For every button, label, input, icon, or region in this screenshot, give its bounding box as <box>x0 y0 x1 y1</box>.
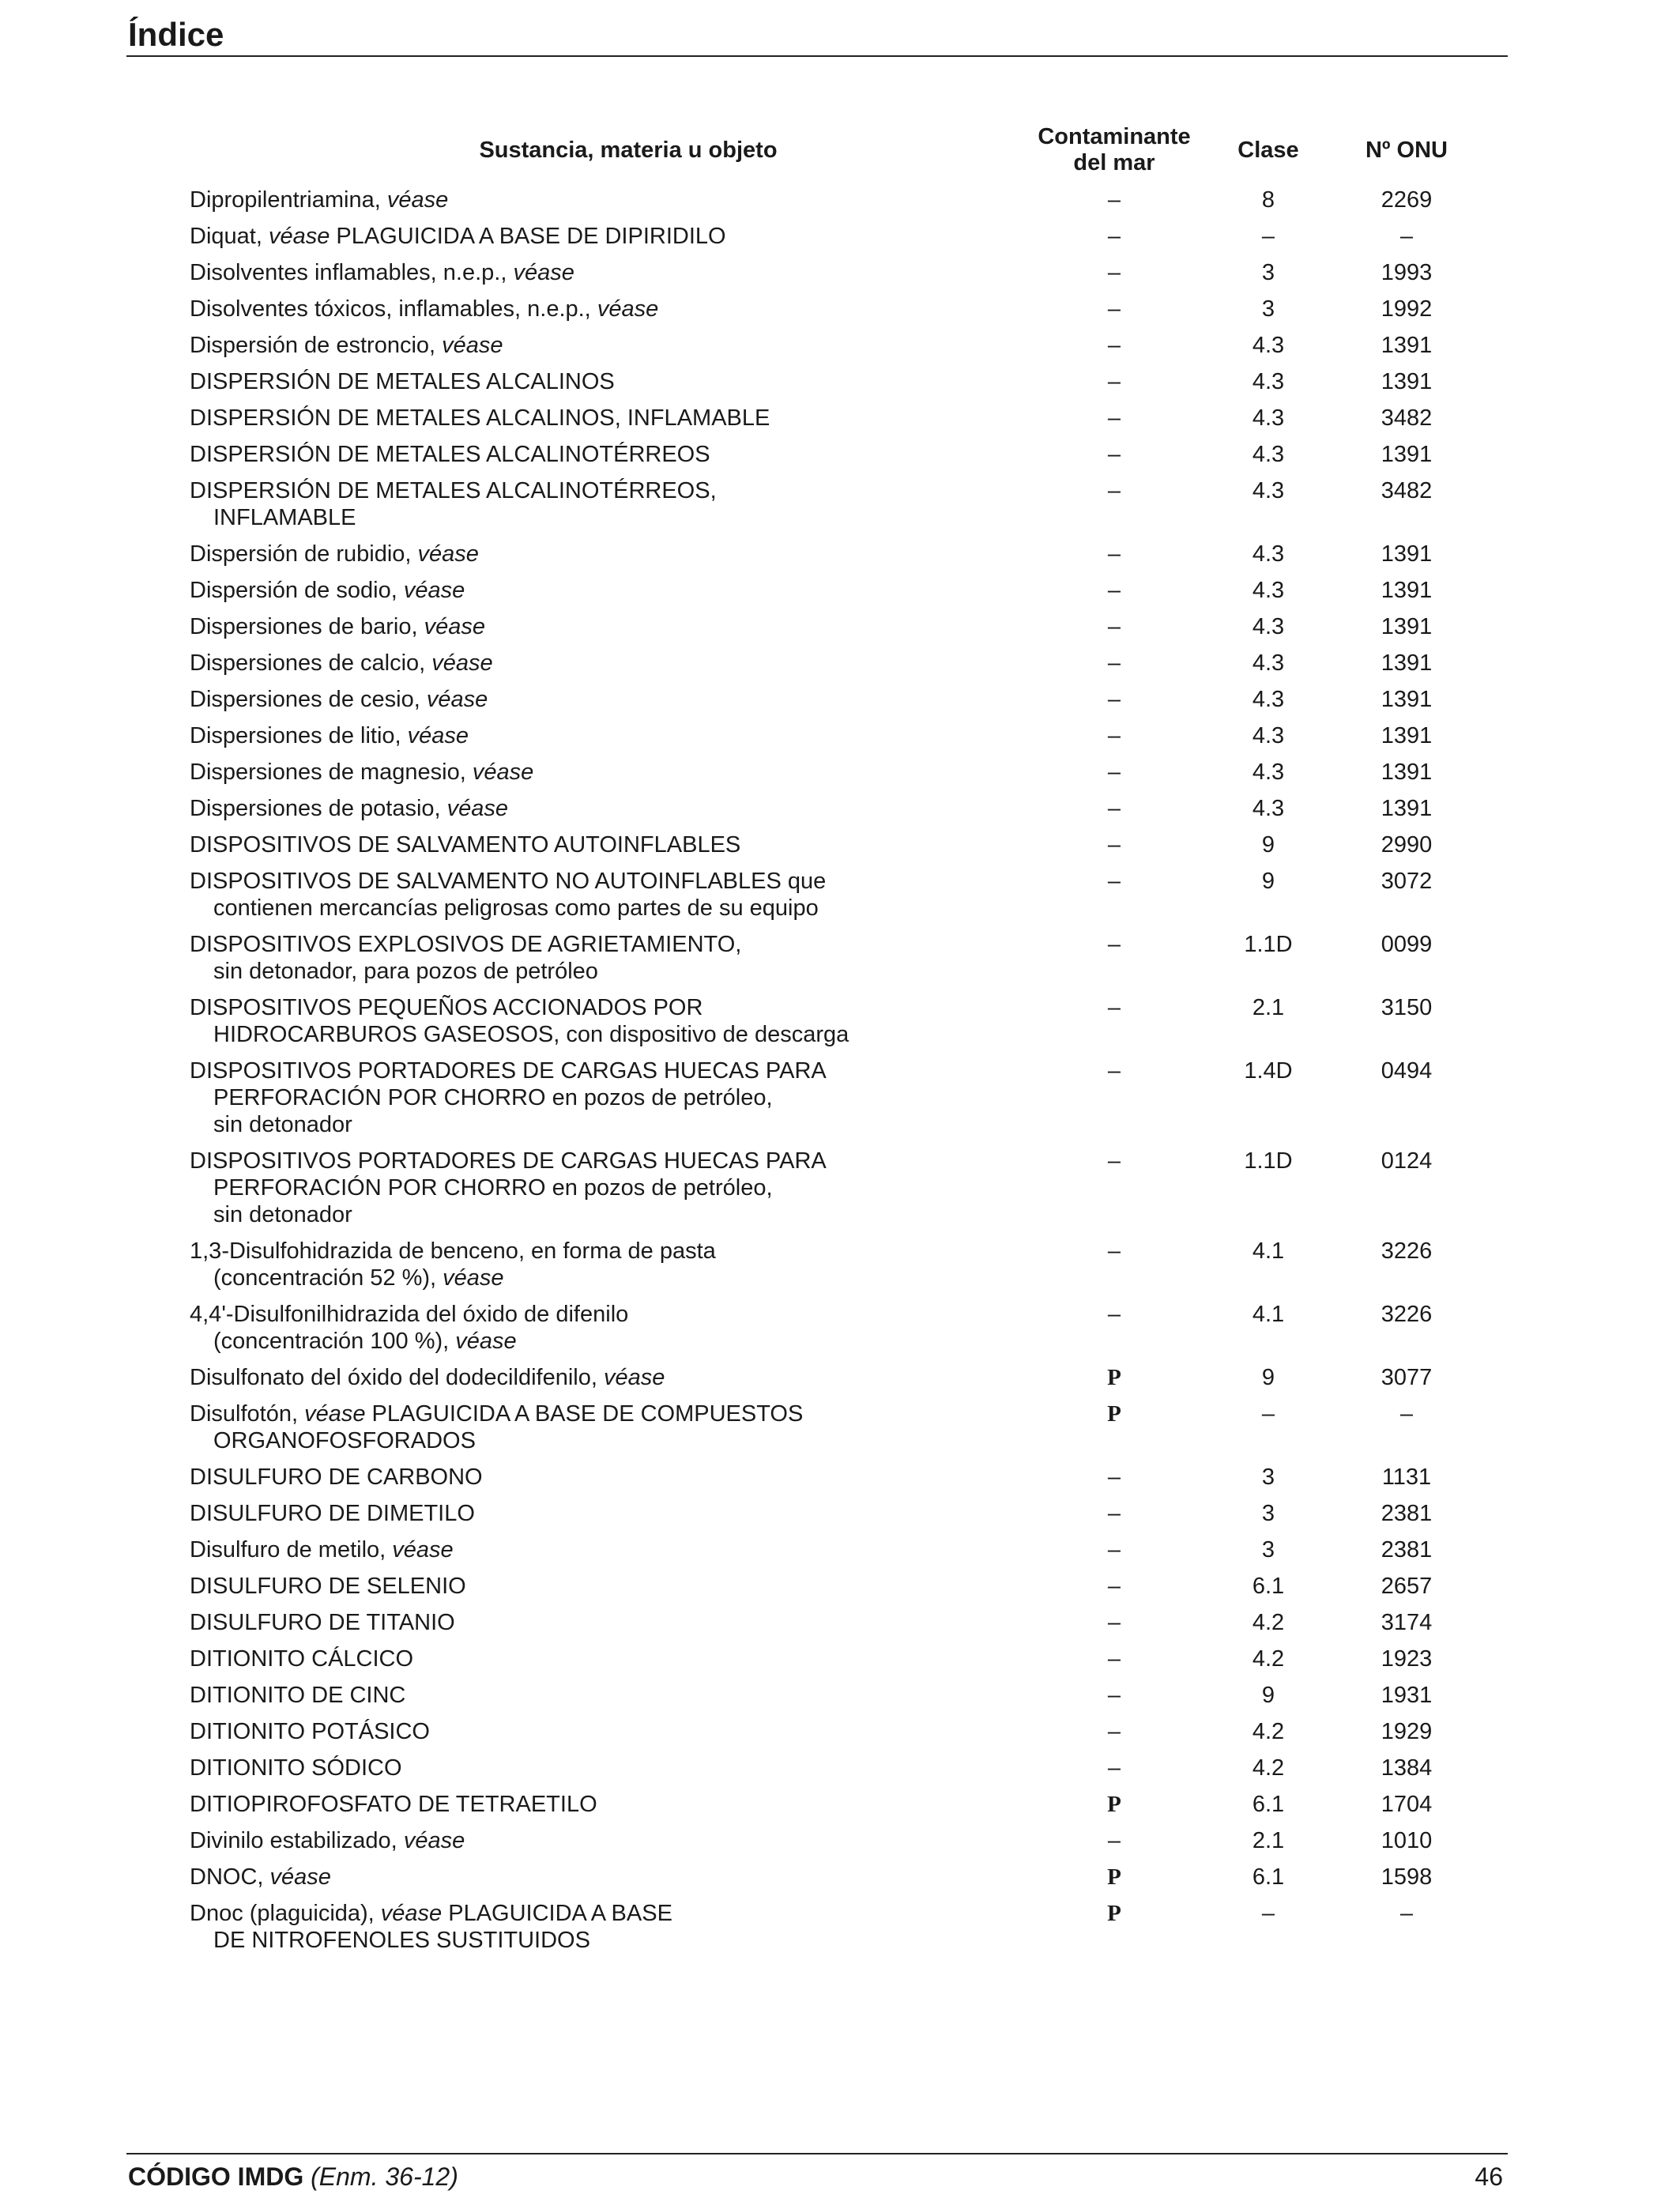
marine-pollutant-cell: – <box>1107 687 1121 712</box>
marine-pollutant-cell: – <box>1107 1610 1121 1635</box>
un-number-cell: 1923 <box>1381 1646 1433 1672</box>
name-text: DISPOSITIVOS PORTADORES DE CARGAS HUECAS PARA <box>190 1148 827 1174</box>
substance-name <box>190 1646 1035 1672</box>
marine-pollutant-cell: – <box>1107 1683 1121 1708</box>
class-cell: 2.1 <box>1252 995 1285 1020</box>
marine-pollutant-cell: – <box>1107 260 1121 285</box>
class-cell: 4.3 <box>1252 369 1285 394</box>
class-cell: 9 <box>1261 1683 1275 1708</box>
substance-name <box>190 795 1035 822</box>
name-text: Dipropilentriamina, <box>190 187 387 213</box>
marine-pollutant-cell: – <box>1107 650 1121 676</box>
un-number-cell: – <box>1399 1901 1414 1926</box>
table-row <box>190 681 1470 718</box>
substance-name <box>190 1148 1035 1228</box>
table-header <box>190 119 1470 182</box>
name-text: Dispersiones de cesio, <box>190 687 427 712</box>
substance-name <box>190 931 1035 985</box>
table-row <box>190 754 1470 790</box>
class-cell: 4.3 <box>1252 578 1285 603</box>
name-text: Dispersiones de potasio, <box>190 796 447 821</box>
see-reference: véase <box>455 1329 517 1354</box>
name-text: PLAGUICIDA A BASE <box>442 1901 672 1926</box>
name-text: Dispersiones de bario, <box>190 614 424 639</box>
un-number-cell: 1931 <box>1381 1683 1433 1708</box>
substance-name <box>190 1400 1035 1454</box>
un-number-cell: 1384 <box>1381 1755 1433 1781</box>
header-marine-line2: del mar <box>1073 150 1155 175</box>
un-number-cell: 1929 <box>1381 1719 1433 1744</box>
footer-rule <box>126 2153 1508 2154</box>
un-number-cell: 3226 <box>1381 1302 1433 1327</box>
un-number-cell: 2657 <box>1381 1574 1433 1599</box>
name-text: Disolventes tóxicos, inflamables, n.e.p., <box>190 296 597 322</box>
marine-pollutant-cell: – <box>1107 1574 1121 1599</box>
un-number-cell: 1598 <box>1381 1864 1433 1890</box>
footer-code <box>128 2161 458 2192</box>
table-row <box>190 1233 1470 1296</box>
name-text: ORGANOFOSFORADOS <box>213 1428 476 1453</box>
table-row <box>190 291 1470 327</box>
marine-pollutant-cell: – <box>1107 614 1121 639</box>
table-row <box>190 1568 1470 1604</box>
substance-name <box>190 405 1035 432</box>
header-marine-line1: Contaminante <box>1038 124 1191 149</box>
class-cell: 9 <box>1261 832 1275 858</box>
substance-name <box>190 1464 1035 1491</box>
name-text: Disulfonato del óxido del dodecildifenilo, <box>190 1365 604 1390</box>
substance-name <box>190 1827 1035 1854</box>
name-text: contienen mercancías peligrosas como partes de su equipo <box>213 895 819 921</box>
table-row <box>190 436 1470 473</box>
name-text: DITIONITO DE CINC <box>190 1683 406 1708</box>
substance-name <box>190 577 1035 604</box>
class-cell: 4.3 <box>1252 760 1285 785</box>
marine-pollutant-cell: – <box>1107 1302 1121 1327</box>
name-text: DE NITROFENOLES SUSTITUIDOS <box>213 1928 590 1953</box>
substance-name <box>190 759 1035 786</box>
table-row <box>190 1677 1470 1713</box>
name-text: Dispersiones de litio, <box>190 723 408 748</box>
footer-amendment: (Enm. 36-12) <box>311 2162 458 2191</box>
see-reference: véase <box>446 796 509 821</box>
class-cell: 3 <box>1261 1465 1275 1490</box>
marine-pollutant-cell: – <box>1107 723 1121 748</box>
class-cell: 3 <box>1261 1501 1275 1526</box>
marine-pollutant-cell: – <box>1107 1058 1121 1084</box>
marine-pollutant-cell: – <box>1107 333 1121 358</box>
substance-name <box>190 1718 1035 1745</box>
substance-name <box>190 1900 1035 1954</box>
substance-name <box>190 1057 1035 1138</box>
un-number-cell: 3150 <box>1381 995 1433 1020</box>
un-number-cell: 1391 <box>1381 796 1433 821</box>
class-cell: 8 <box>1261 187 1275 213</box>
un-number-cell: 1993 <box>1381 260 1433 285</box>
name-text: Dispersiones de calcio, <box>190 650 432 676</box>
substance-name <box>190 1755 1035 1781</box>
header-un-number: Nº ONU <box>1365 137 1448 163</box>
table-row <box>190 1823 1470 1859</box>
name-text: DITIONITO CÁLCICO <box>190 1646 414 1672</box>
name-text: PLAGUICIDA A BASE DE DIPIRIDILO <box>330 224 726 249</box>
see-reference: véase <box>424 614 485 639</box>
un-number-cell: 3482 <box>1381 478 1433 503</box>
name-text: DNOC, <box>190 1864 270 1890</box>
substance-name <box>190 1364 1035 1391</box>
un-number-cell: 1391 <box>1381 614 1433 639</box>
class-cell: 1.4D <box>1244 1058 1293 1084</box>
substance-name <box>190 332 1035 359</box>
un-number-cell: 1391 <box>1381 541 1433 567</box>
name-text: Dnoc (plaguicida), <box>190 1901 381 1926</box>
header-rule <box>126 55 1508 57</box>
substance-name <box>190 1791 1035 1818</box>
marine-pollutant-cell: – <box>1107 296 1121 322</box>
substance-name <box>190 1301 1035 1355</box>
see-reference: véase <box>603 1365 665 1390</box>
class-cell: 4.3 <box>1252 405 1285 431</box>
name-text: DISPOSITIVOS DE SALVAMENTO AUTOINFLABLES <box>190 832 741 858</box>
un-number-cell: 1391 <box>1381 760 1433 785</box>
un-number-cell: 1391 <box>1381 442 1433 467</box>
name-text: (concentración 100 %), <box>213 1329 456 1354</box>
class-cell: 4.3 <box>1252 478 1285 503</box>
substance-name <box>190 1682 1035 1709</box>
class-cell: 6.1 <box>1252 1574 1285 1599</box>
marine-pollutant-cell: – <box>1107 1828 1121 1853</box>
class-cell: 4.2 <box>1252 1646 1285 1672</box>
marine-pollutant-cell: P <box>1107 1365 1121 1390</box>
marine-pollutant-cell: – <box>1107 760 1121 785</box>
class-cell: 4.3 <box>1252 442 1285 467</box>
name-text: (concentración 52 %), <box>213 1265 443 1291</box>
marine-pollutant-cell: – <box>1107 1719 1121 1744</box>
class-cell: 4.1 <box>1252 1238 1285 1264</box>
class-cell: 3 <box>1261 260 1275 285</box>
marine-pollutant-cell: P <box>1107 1901 1121 1926</box>
un-number-cell: 3226 <box>1381 1238 1433 1264</box>
see-reference: véase <box>386 187 449 213</box>
table-row <box>190 1713 1470 1750</box>
see-reference: véase <box>380 1901 443 1926</box>
name-text: DISULFURO DE DIMETILO <box>190 1501 475 1526</box>
table-row <box>190 1296 1470 1359</box>
name-text: 1,3-Disulfohidrazida de benceno, en forma de pasta <box>190 1238 716 1264</box>
substance-name <box>190 541 1035 567</box>
name-text: DISPERSIÓN DE METALES ALCALINOS <box>190 369 615 394</box>
marine-pollutant-cell: – <box>1107 1646 1121 1672</box>
table-row <box>190 827 1470 863</box>
see-reference: véase <box>417 541 479 567</box>
table-body <box>190 182 1470 1958</box>
class-cell: 6.1 <box>1252 1792 1285 1817</box>
page-number: 46 <box>1475 2162 1503 2191</box>
see-reference: véase <box>269 1864 331 1890</box>
class-cell: 1.1D <box>1244 1148 1293 1174</box>
name-text: DITIOPIROFOSFATO DE TETRAETILO <box>190 1792 597 1817</box>
table-row <box>190 364 1470 400</box>
see-reference: véase <box>403 578 465 603</box>
name-text: Disulfotón, <box>190 1401 305 1427</box>
class-cell: 2.1 <box>1252 1828 1285 1853</box>
table-row <box>190 327 1470 364</box>
name-text: DISPERSIÓN DE METALES ALCALINOTÉRREOS <box>190 442 710 467</box>
table-row <box>190 254 1470 291</box>
name-text: PLAGUICIDA A BASE DE COMPUESTOS <box>365 1401 804 1427</box>
un-number-cell: 2990 <box>1381 832 1433 858</box>
marine-pollutant-cell: – <box>1107 832 1121 858</box>
name-text: DISPERSIÓN DE METALES ALCALINOTÉRREOS, <box>190 478 717 503</box>
name-text: HIDROCARBUROS GASEOSOS, con dispositivo de descarga <box>213 1022 849 1047</box>
un-number-cell: – <box>1399 1401 1414 1427</box>
name-text: DITIONITO POTÁSICO <box>190 1719 430 1744</box>
see-reference: véase <box>513 260 574 285</box>
un-number-cell: 1704 <box>1381 1792 1433 1817</box>
class-cell: 9 <box>1261 1365 1275 1390</box>
table-row <box>190 1396 1470 1459</box>
table-row <box>190 1359 1470 1396</box>
header-class: Clase <box>1237 137 1299 163</box>
substance-name <box>190 831 1035 858</box>
marine-pollutant-cell: – <box>1107 541 1121 567</box>
name-text: DITIONITO SÓDICO <box>190 1755 402 1781</box>
table-row <box>190 990 1470 1053</box>
name-text: DISPOSITIVOS DE SALVAMENTO NO AUTOINFLABLES que <box>190 869 827 894</box>
class-cell: 4.3 <box>1252 614 1285 639</box>
name-text: DISPOSITIVOS EXPLOSIVOS DE AGRIETAMIENTO, <box>190 932 742 957</box>
table-row <box>190 609 1470 645</box>
see-reference: véase <box>407 723 469 748</box>
un-number-cell: 1391 <box>1381 333 1433 358</box>
class-cell: 6.1 <box>1252 1864 1285 1890</box>
un-number-cell: 0494 <box>1381 1058 1433 1084</box>
substance-name <box>190 296 1035 322</box>
name-text: Diquat, <box>190 224 269 249</box>
substance-name <box>190 1609 1035 1636</box>
name-text: PERFORACIÓN POR CHORRO en pozos de petróleo, <box>213 1085 773 1110</box>
un-number-cell: 1391 <box>1381 687 1433 712</box>
un-number-cell: 2269 <box>1381 187 1433 213</box>
table-row <box>190 645 1470 681</box>
substance-name <box>190 994 1035 1048</box>
substance-name <box>190 223 1035 250</box>
un-number-cell: 1992 <box>1381 296 1433 322</box>
class-cell: 4.2 <box>1252 1755 1285 1781</box>
see-reference: véase <box>268 224 330 249</box>
table-row <box>190 1143 1470 1233</box>
name-text: 4,4'-Disulfonilhidrazida del óxido de difenilo <box>190 1302 629 1327</box>
marine-pollutant-cell: P <box>1107 1864 1121 1890</box>
substance-name <box>190 686 1035 713</box>
un-number-cell: 3174 <box>1381 1610 1433 1635</box>
marine-pollutant-cell: – <box>1107 442 1121 467</box>
see-reference: véase <box>392 1537 454 1563</box>
marine-pollutant-cell: – <box>1107 478 1121 503</box>
header-substance: Sustancia, materia u objeto <box>479 137 778 163</box>
index-table <box>190 119 1470 1958</box>
marine-pollutant-cell: – <box>1107 1238 1121 1264</box>
see-reference: véase <box>426 687 488 712</box>
page-title: Índice <box>128 16 224 53</box>
substance-name <box>190 1238 1035 1291</box>
name-text: DISULFURO DE CARBONO <box>190 1465 483 1490</box>
un-number-cell: 1391 <box>1381 650 1433 676</box>
table-row <box>190 218 1470 254</box>
header-marine-pollutant <box>1035 124 1193 176</box>
marine-pollutant-cell: – <box>1107 578 1121 603</box>
table-row <box>190 1459 1470 1495</box>
see-reference: véase <box>472 760 534 785</box>
class-cell: 4.3 <box>1252 687 1285 712</box>
un-number-cell: 2381 <box>1381 1537 1433 1563</box>
substance-name <box>190 613 1035 640</box>
name-text: DISPOSITIVOS PEQUEÑOS ACCIONADOS POR <box>190 995 703 1020</box>
un-number-cell: 2381 <box>1381 1501 1433 1526</box>
class-cell: 4.1 <box>1252 1302 1285 1327</box>
substance-name <box>190 1536 1035 1563</box>
class-cell: 4.3 <box>1252 723 1285 748</box>
see-reference: véase <box>443 1265 504 1291</box>
name-text: DISPERSIÓN DE METALES ALCALINOS, INFLAMABLE <box>190 405 770 431</box>
substance-name <box>190 368 1035 395</box>
name-text: DISULFURO DE SELENIO <box>190 1574 466 1599</box>
marine-pollutant-cell: – <box>1107 187 1121 213</box>
substance-name <box>190 722 1035 749</box>
un-number-cell: 1391 <box>1381 369 1433 394</box>
name-text: INFLAMABLE <box>213 505 356 530</box>
table-row <box>190 1859 1470 1895</box>
marine-pollutant-cell: – <box>1107 405 1121 431</box>
marine-pollutant-cell: – <box>1107 1465 1121 1490</box>
marine-pollutant-cell: – <box>1107 995 1121 1020</box>
un-number-cell: – <box>1399 224 1414 249</box>
see-reference: véase <box>431 650 493 676</box>
table-row <box>190 863 1470 926</box>
class-cell: – <box>1261 1401 1275 1427</box>
table-row <box>190 473 1470 536</box>
class-cell: 3 <box>1261 296 1275 322</box>
marine-pollutant-cell: P <box>1107 1401 1121 1427</box>
class-cell: 1.1D <box>1244 932 1293 957</box>
table-row <box>190 1786 1470 1823</box>
name-text: Dispersión de estroncio, <box>190 333 443 358</box>
substance-name <box>190 650 1035 677</box>
class-cell: 4.3 <box>1252 796 1285 821</box>
name-text: Disulfuro de metilo, <box>190 1537 393 1563</box>
un-number-cell: 0099 <box>1381 932 1433 957</box>
table-row <box>190 1532 1470 1568</box>
name-text: Dispersión de sodio, <box>190 578 404 603</box>
substance-name <box>190 187 1035 213</box>
substance-name <box>190 441 1035 468</box>
table-row <box>190 182 1470 218</box>
name-text: sin detonador, para pozos de petróleo <box>213 959 598 984</box>
table-row <box>190 572 1470 609</box>
marine-pollutant-cell: – <box>1107 796 1121 821</box>
table-row <box>190 1604 1470 1641</box>
class-cell: – <box>1261 224 1275 249</box>
name-text: DISULFURO DE TITANIO <box>190 1610 455 1635</box>
substance-name <box>190 1500 1035 1527</box>
marine-pollutant-cell: – <box>1107 932 1121 957</box>
marine-pollutant-cell: – <box>1107 1501 1121 1526</box>
class-cell: 4.2 <box>1252 1719 1285 1744</box>
un-number-cell: 3482 <box>1381 405 1433 431</box>
see-reference: véase <box>597 296 659 322</box>
un-number-cell: 1010 <box>1381 1828 1433 1853</box>
see-reference: véase <box>403 1828 465 1853</box>
marine-pollutant-cell: – <box>1107 1148 1121 1174</box>
name-text: DISPOSITIVOS PORTADORES DE CARGAS HUECAS PARA <box>190 1058 827 1084</box>
class-cell: – <box>1261 1901 1275 1926</box>
table-row <box>190 926 1470 990</box>
class-cell: 4.3 <box>1252 541 1285 567</box>
marine-pollutant-cell: – <box>1107 1537 1121 1563</box>
table-row <box>190 1641 1470 1677</box>
name-text: sin detonador <box>213 1202 352 1227</box>
marine-pollutant-cell: – <box>1107 1755 1121 1781</box>
table-row <box>190 1750 1470 1786</box>
substance-name <box>190 868 1035 922</box>
table-row <box>190 1053 1470 1143</box>
substance-name <box>190 477 1035 531</box>
un-number-cell: 1391 <box>1381 723 1433 748</box>
class-cell: 3 <box>1261 1537 1275 1563</box>
class-cell: 4.3 <box>1252 650 1285 676</box>
class-cell: 9 <box>1261 869 1275 894</box>
name-text: Dispersión de rubidio, <box>190 541 418 567</box>
name-text: Divinilo estabilizado, <box>190 1828 404 1853</box>
un-number-cell: 1131 <box>1381 1465 1432 1490</box>
table-row <box>190 718 1470 754</box>
marine-pollutant-cell: – <box>1107 369 1121 394</box>
table-row <box>190 400 1470 436</box>
class-cell: 4.3 <box>1252 333 1285 358</box>
substance-name <box>190 259 1035 286</box>
marine-pollutant-cell: – <box>1107 869 1121 894</box>
see-reference: véase <box>442 333 503 358</box>
un-number-cell: 3077 <box>1381 1365 1433 1390</box>
substance-name <box>190 1573 1035 1600</box>
see-reference: véase <box>304 1401 366 1427</box>
un-number-cell: 1391 <box>1381 578 1433 603</box>
marine-pollutant-cell: – <box>1107 224 1121 249</box>
marine-pollutant-cell: P <box>1107 1792 1121 1817</box>
name-text: Disolventes inflamables, n.e.p., <box>190 260 514 285</box>
un-number-cell: 3072 <box>1381 869 1433 894</box>
table-row <box>190 536 1470 572</box>
class-cell: 4.2 <box>1252 1610 1285 1635</box>
name-text: PERFORACIÓN POR CHORRO en pozos de petróleo, <box>213 1175 773 1201</box>
un-number-cell: 0124 <box>1381 1148 1433 1174</box>
name-text: sin detonador <box>213 1112 352 1137</box>
table-row <box>190 1895 1470 1958</box>
footer-code-name: CÓDIGO IMDG <box>128 2162 304 2191</box>
name-text: Dispersiones de magnesio, <box>190 760 473 785</box>
table-row <box>190 1495 1470 1532</box>
table-row <box>190 790 1470 827</box>
substance-name <box>190 1864 1035 1891</box>
